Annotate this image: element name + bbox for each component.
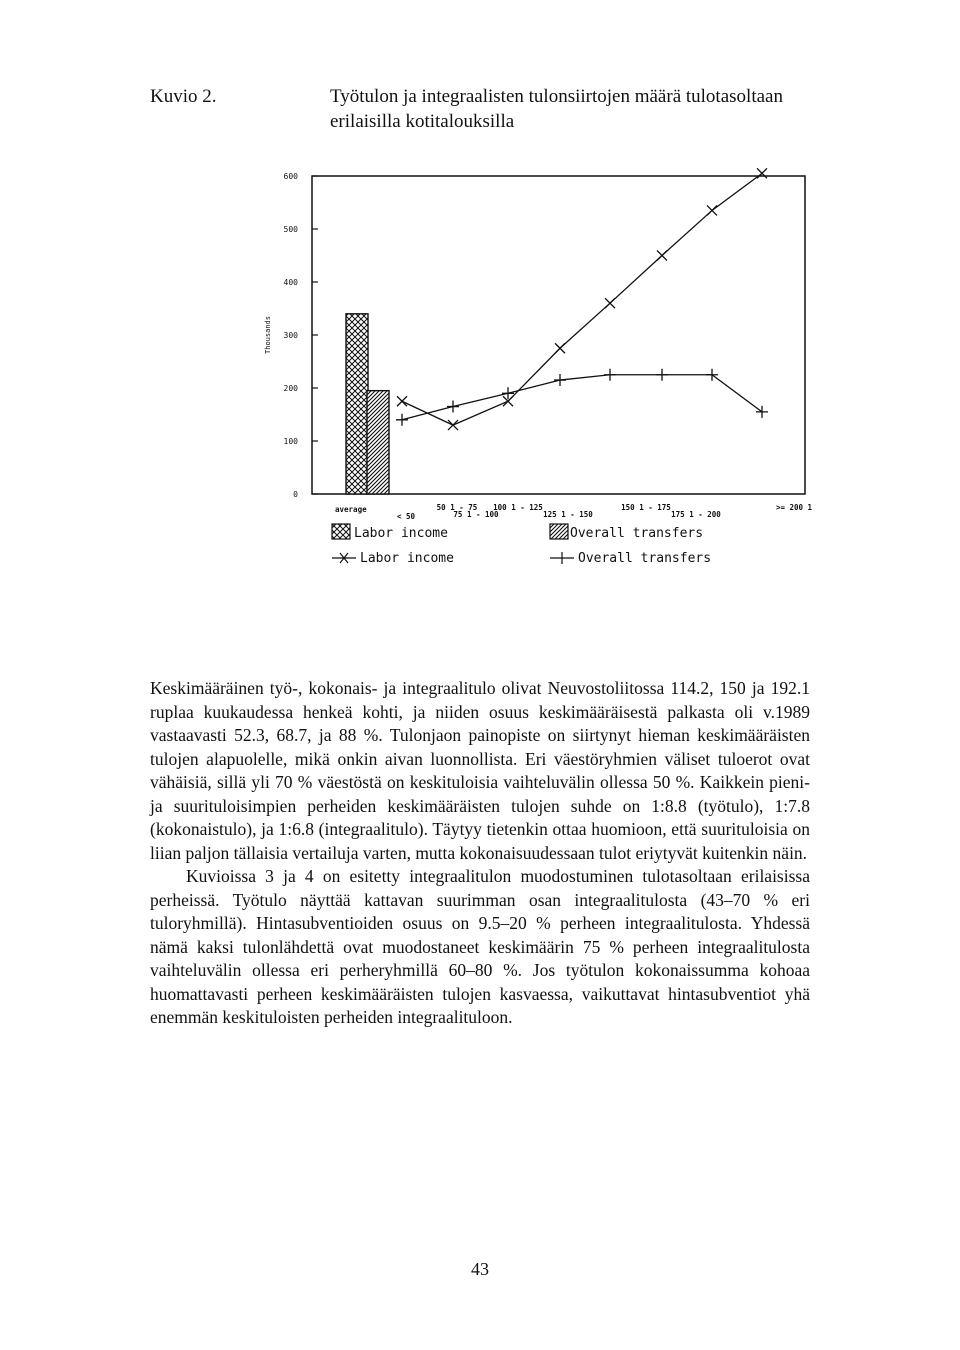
point-labor-income xyxy=(448,420,458,430)
line-labor-income xyxy=(402,173,762,425)
point-overall-transfers xyxy=(604,369,616,381)
x-tick-label: 125 1 - 150 xyxy=(543,510,593,519)
point-labor-income xyxy=(555,343,565,353)
y-tick-label: 200 xyxy=(283,384,298,393)
x-tick-label: 75 1 - 100 xyxy=(453,510,499,519)
x-tick-label: average xyxy=(335,505,367,514)
line-overall-transfers xyxy=(402,375,762,420)
legend-label: Labor income xyxy=(354,526,448,541)
legend-swatch-overall-transfers-line xyxy=(550,552,574,564)
legend-label: Overall transfers xyxy=(570,526,704,541)
page-number: 43 xyxy=(471,1259,489,1279)
point-overall-transfers xyxy=(396,414,408,426)
point-overall-transfers xyxy=(756,406,768,418)
x-tick-label: 175 1 - 200 xyxy=(671,510,721,519)
paragraph: Keskimääräinen työ-, kokonais- ja integraalitulo olivat Neuvostoliitossa 114.2, 150 ja 192.1 ruplaa kuukaudessa henkeä kohti, ja niiden osuus keskimääräisestä palkasta oli v.1989 vastaavasti 52.3, 68.7, ja 88 %. Tulonjaon painopiste on siirtynyt hieman keskimääräisten tulojen alapuolelle, mikä onkin aivan luonnollista. Eri väestöryhmien väliset tuloerot ovat vähäisiä, sillä yli 70 % väestöstä on keskituloisia vaihteluvälin ollessa 50 %. Kaikkein pieni- ja suurituloisimpien perheiden keskimääräisten tulojen suhde on 1:8.8 (työtulo), 1:7.8 (kokonaistulo), ja 1:6.8 (integraalitulo). Täytyy tietenkin ottaa huomioon, että suurituloisia on liian paljon tällaisia vertailuja varten, mutta kokonaisuudessaan tulot eriytyvät kuitenkin näin. xyxy=(150,678,810,863)
legend-label: Labor income xyxy=(360,551,454,566)
y-tick-label: 100 xyxy=(283,437,298,446)
y-tick-label: 400 xyxy=(283,278,298,287)
x-tick-label: 150 1 - 175 xyxy=(621,503,671,512)
legend-label: Overall transfers xyxy=(578,551,712,566)
figure-title: Työtulon ja integraalisten tulonsiirtojen määrä tulotasoltaan erilaisilla kotitalouksilla xyxy=(330,86,783,132)
y-tick-label: 0 xyxy=(293,490,298,499)
point-overall-transfers xyxy=(447,401,459,413)
x-tick-label: 100 1 - 125 xyxy=(493,503,543,512)
point-overall-transfers xyxy=(554,374,566,386)
point-labor-income xyxy=(657,251,667,261)
paragraph: Kuvioissa 3 ja 4 on esitetty integraalitulon muodostuminen tulotasoltaan erilaisissa perheissä. Työtulo näyttää kattavan suurimman osan integraalitulosta (43–70 % eri tuloryhmillä). Hintasubventioiden osuus on 9.5–20 % perheen integraalitulosta. Yhdessä nämä kaksi tulonlähdettä ovat muodostaneet keskimäärin 75 % perheen integraalitulosta vaihteluvälin ollessa eri perheryhmillä 60–80 %. Jos työtulon kokonaissumma kohoaa huomattavasti perheen keskimääräisten tulojen kasvaessa, vaikuttavat hintasubventiot yhä enemmän keskituloisten perheiden integraalituloon. xyxy=(150,866,810,1027)
x-tick-label: 50 1 - 75 xyxy=(436,503,478,512)
point-overall-transfers xyxy=(656,369,668,381)
bar-overall-transfers xyxy=(367,391,389,494)
bar-labor-income xyxy=(346,314,368,494)
chart-svg xyxy=(250,160,820,580)
legend-swatch-labor-income-bar xyxy=(332,524,350,539)
y-tick-label: 600 xyxy=(283,172,298,181)
legend-swatch-overall-transfers-bar xyxy=(550,524,568,539)
y-tick-label: 300 xyxy=(283,331,298,340)
point-labor-income xyxy=(605,298,615,308)
legend-swatch-labor-income-line xyxy=(332,553,356,563)
y-tick-label: 500 xyxy=(283,225,298,234)
point-labor-income xyxy=(397,396,407,406)
point-overall-transfers xyxy=(706,369,718,381)
figure-chart xyxy=(250,160,820,580)
x-tick-label: < 50 xyxy=(396,512,416,521)
figure-number: Kuvio 2. xyxy=(150,86,217,107)
y-axis-label: Thousands xyxy=(264,316,272,354)
x-tick-label: >= 200 1 xyxy=(775,503,813,512)
body-text xyxy=(150,677,810,1030)
point-labor-income xyxy=(707,205,717,215)
point-labor-income xyxy=(757,168,767,178)
